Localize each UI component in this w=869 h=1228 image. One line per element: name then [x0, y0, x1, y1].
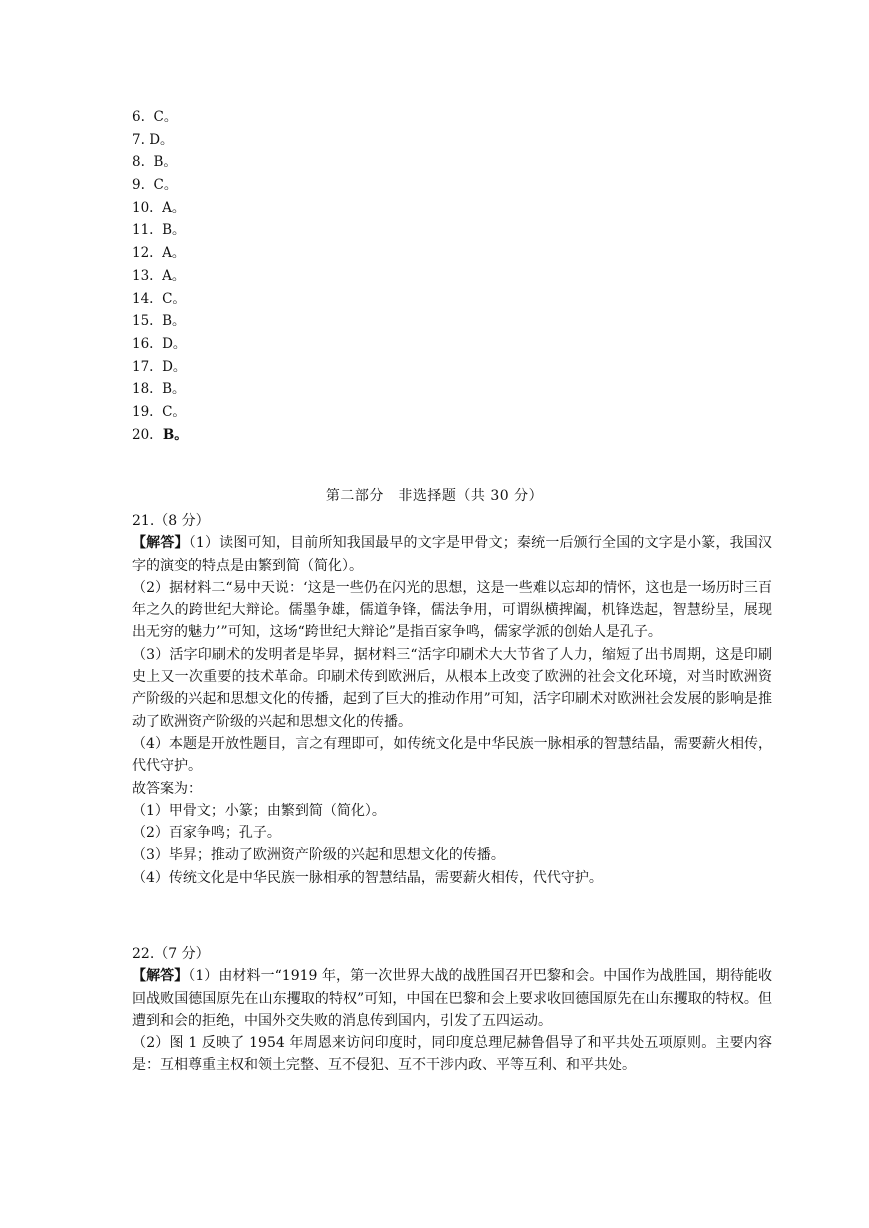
jieda-label: 【解答】 [132, 968, 189, 985]
section-title: 第二部分 非选择题（共 30 分） [325, 488, 544, 504]
solution-paragraph: （2）据材料二“易中天说：‘这是一些仍在闪光的思想，这是一些难以忘却的情怀，这也是一场历时三百年之久的跨世纪大辩论。儒墨争雄，儒道争锋，儒法争用，可谓纵横捭阖，机锋迭起，智慧纷呈，展现出无穷的魅力’”可知，这场“跨世纪大辩论”是指百家争鸣，儒家学派的创始人是孔子。 [132, 579, 772, 641]
answer-item: 10. A。 [132, 199, 186, 216]
answer-item: 15. B。 [132, 313, 186, 330]
answer-intro: 故答案为： [132, 780, 202, 797]
jieda-label: 【解答】 [132, 535, 189, 552]
solution-paragraph: （3）活字印刷术的发明者是毕昇，据材料三“活字印刷术大大节省了人力，缩短了出书周期，这是印刷史上又一次重要的技术革命。印刷术传到欧洲后，从根本上改变了欧洲的社会文化环境，对当时欧洲资产阶级的兴起和思想文化的传播，起到了巨大的推动作用”可知，活字印刷术对欧洲社会发展的影响是推动了欧洲资产阶级的兴起和思想文化的传播。 [132, 646, 772, 730]
answer-item: 12. A。 [132, 245, 186, 262]
question-header: 21.（8 分） [132, 513, 210, 529]
answer-item: 14. C。 [132, 290, 186, 307]
choice-answer-list [132, 106, 188, 446]
answer-item: 18. B。 [132, 381, 186, 398]
answer-item: 17. D。 [132, 358, 187, 375]
question-21 [132, 510, 772, 889]
answer-item: 19. C。 [132, 403, 186, 420]
answer-item: 9. C。 [132, 177, 178, 194]
question-header: 22.（7 分） [132, 946, 210, 962]
answer-item: 16. D。 [132, 335, 187, 352]
answer-item: 13. A。 [132, 267, 186, 284]
solution-paragraph: （2）图 1 反映了 1954 年周恩来访问印度时，同印度总理尼赫鲁倡导了和平共处五项原则。主要内容是：互相尊重主权和领土完整、互不侵犯、互不干涉内政、平等互利、和平共处。 [132, 1035, 772, 1074]
solution-paragraph: 【解答】（1）由材料一“1919 年，第一次世界大战的战胜国召开巴黎和会。中国作为战胜国，期待能收回战败国德国原先在山东攫取的特权”可知，中国在巴黎和会上要求收回德国原先在山东攫取的特权。但遭到和会的拒绝，中国外交失败的消息传到国内，引发了五四运动。 [132, 968, 772, 1029]
solution-paragraph: 【解答】（1）读图可知，目前所知我国最早的文字是甲骨文；秦统一后颁行全国的文字是小篆，我国汉字的演变的特点是由繁到简（简化）。 [132, 535, 773, 574]
answer-item: 8. B。 [132, 154, 177, 171]
answer-line: （3）毕昇；推动了欧洲资产阶级的兴起和思想文化的传播。 [132, 847, 505, 864]
answer-item: 6. C。 [132, 109, 178, 125]
answer-line: （2）百家争鸣；孔子。 [132, 825, 281, 842]
question-22 [132, 943, 772, 1077]
solution-paragraph: （4）本题是开放性题目，言之有理即可，如传统文化是中华民族一脉相承的智慧结晶，需要薪火相传，代代守护。 [132, 735, 772, 775]
answer-item: 20. B。 [132, 426, 188, 443]
answer-line: （1）甲骨文；小篆；由繁到简（简化）。 [132, 802, 386, 819]
answer-line: （4）传统文化是中华民族一脉相承的智慧结晶，需要薪火相传，代代守护。 [132, 869, 603, 886]
answer-item: 7. D。 [132, 131, 174, 148]
answer-item: 11. B。 [132, 222, 186, 239]
